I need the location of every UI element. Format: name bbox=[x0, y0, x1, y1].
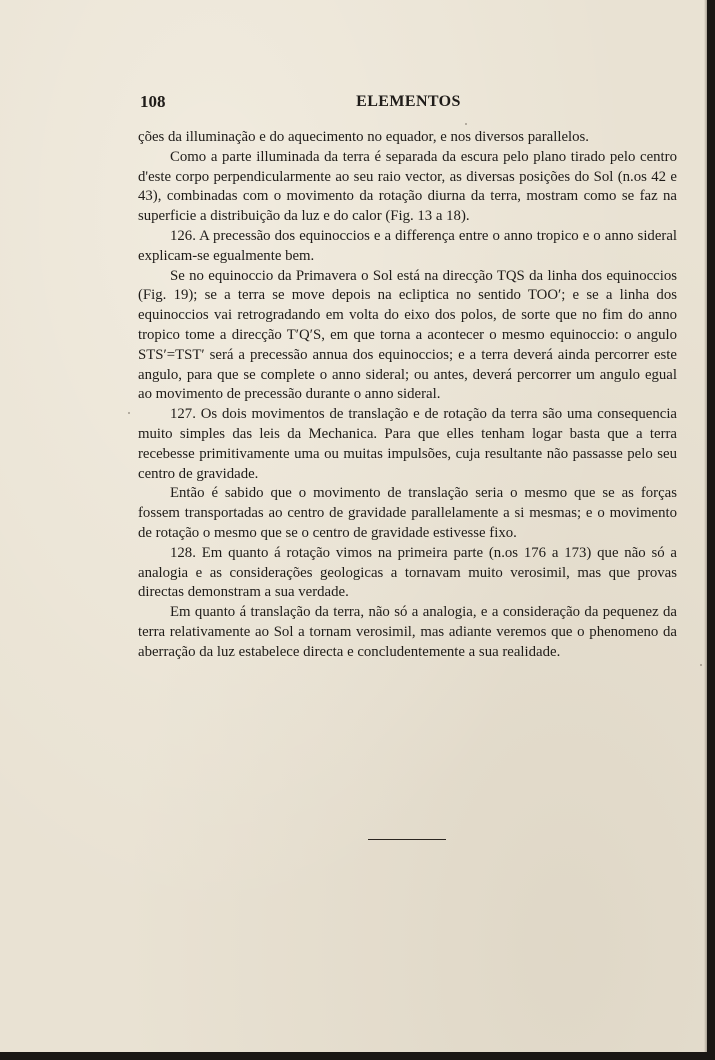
paragraph-text: Então é sabido que o movimento de translação seria o mesmo que se as forças fossem transportadas ao centro de gravidade parallelamente a si mesmas; e o movimento de rotação o mesmo que se o centro de gravidade estivesse fixo. bbox=[138, 485, 677, 541]
paper-speck bbox=[700, 664, 702, 666]
paper-speck bbox=[512, 633, 514, 635]
paragraph-text: Em quanto á rotação vimos na primeira parte (n.os 176 a 173) que não só a analogia e as considerações geologicas a tornavam muito verosimil, mas que provas directas demonstram a sua verdade. bbox=[138, 544, 677, 601]
paragraph-127 bbox=[138, 405, 677, 484]
paragraph bbox=[138, 267, 677, 406]
section-number: 128. bbox=[170, 544, 196, 561]
paragraph-128 bbox=[138, 544, 677, 603]
paragraph bbox=[138, 128, 677, 148]
end-rule bbox=[368, 839, 446, 840]
paragraph-126 bbox=[138, 227, 677, 267]
paper-speck bbox=[465, 123, 467, 125]
body-text bbox=[138, 128, 677, 663]
paragraph-text: Como a parte illuminada da terra é separada da escura pelo plano tirado pelo centro d'este corpo perpendicularmente ao seu raio vector, as diversas posições do Sol (n.os 42 e 43), combinadas com o movimento da rotação diurna da terra, mostram como se faz na superficie a distribuição da luz e do calor (Fig. 13 a 18). bbox=[138, 148, 677, 225]
paper-speck bbox=[128, 412, 130, 414]
paragraph-text: Em quanto á translação da terra, não só a analogia, e a consideração da pequenez da terra relativamente ao Sol a tornam verosimil, mas adiante veremos que o phenomeno da aberração da luz estabelece directa e concludentemente a sua realidade. bbox=[138, 604, 677, 660]
paragraph-text: A precessão dos equinoccios e a differença entre o anno tropico e o anno sideral explicam-se egualmente bem. bbox=[138, 227, 677, 264]
section-number: 127. bbox=[170, 406, 196, 423]
paragraph bbox=[138, 148, 677, 227]
paragraph-text: ções da illuminação e do aquecimento no equador, e nos diversos parallelos. bbox=[138, 129, 589, 145]
paragraph bbox=[138, 484, 677, 543]
running-title: ELEMENTOS bbox=[356, 93, 461, 110]
running-head bbox=[140, 92, 677, 116]
section-number: 126. bbox=[170, 227, 196, 244]
paragraph-text: Se no equinoccio da Primavera o Sol está na direcção TQS da linha dos equinoccios (Fig. 19); se a terra se move depois na ecliptica no sentido TOO′; e se a linha dos equinoccios vai retrogradando em volta do eixo dos polos, de sorte que no fim do anno tropico tome a direcção T′Q′S, em que torna a acontecer o mesmo equinoccio: o angulo STS′=TST′ será a precessão annua dos equinoccios; e a terra deverá ainda percorrer este angulo, para que se complete o anno sideral; ou antes, deverá percorrer um angulo egual ao movimento de precessão durante o anno sideral. bbox=[138, 267, 677, 403]
page-number: 108 bbox=[140, 92, 166, 111]
paragraph bbox=[138, 603, 677, 662]
paragraph-text: Os dois movimentos de translação e de rotação da terra são uma consequencia muito simples das leis da Mechanica. Para que elles tenham logar basta que a terra recebesse primitivamente uma ou muitas impulsões, cuja resultante não passasse pelo seu centro de gravidade. bbox=[138, 406, 677, 482]
